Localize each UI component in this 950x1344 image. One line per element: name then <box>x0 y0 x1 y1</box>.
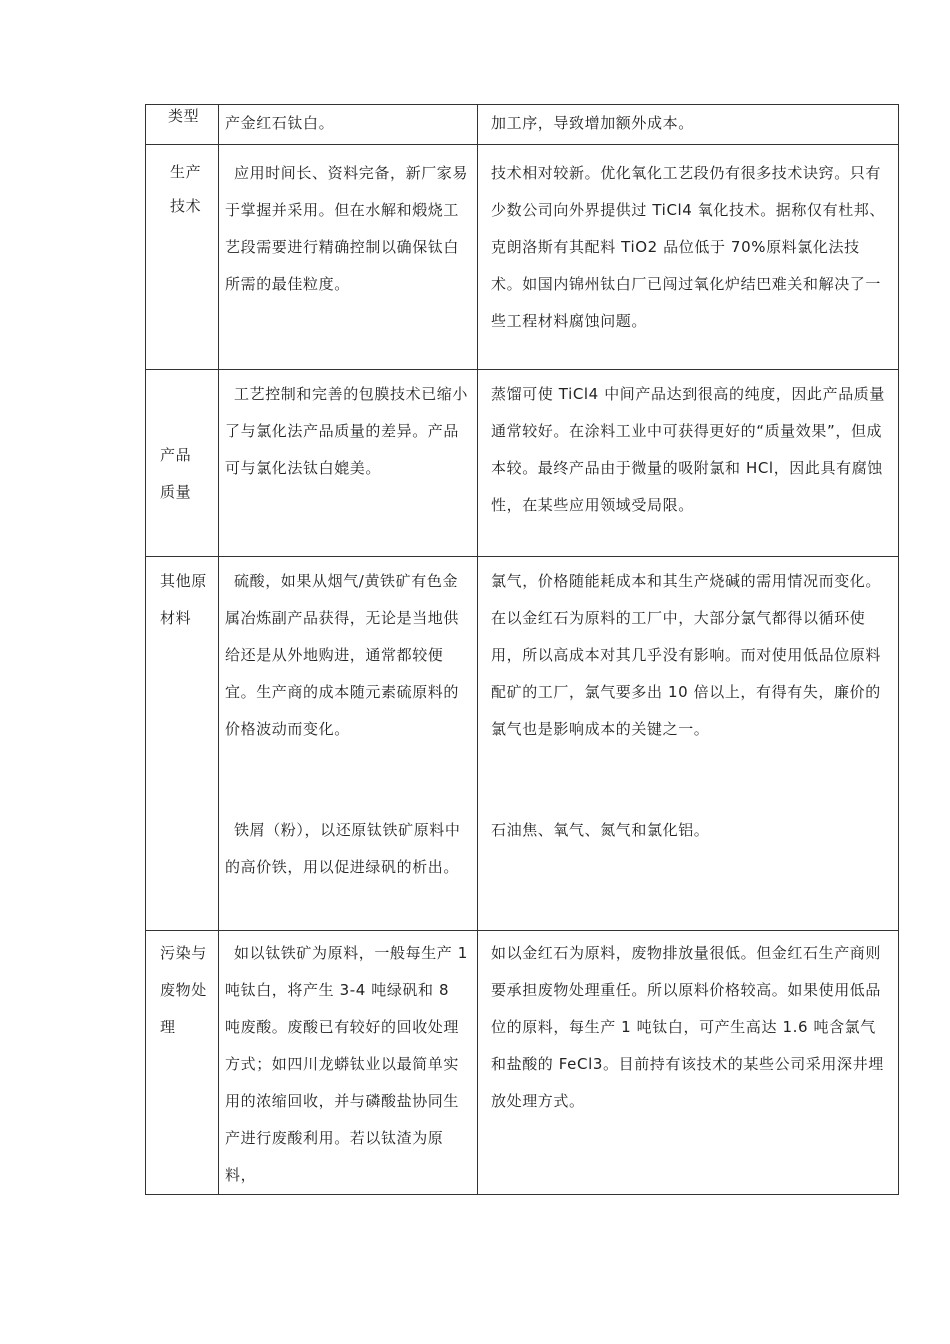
row-label: 生产技术 <box>170 163 202 215</box>
row-label-cell <box>146 557 219 931</box>
chloride-cell <box>478 370 899 557</box>
table-row <box>146 370 899 557</box>
sulfate-cell <box>219 370 478 557</box>
sulfate-text: 如以钛铁矿为原料，一般每生产 1 吨钛白，将产生 3-4 吨绿矾和 8 吨废酸。废酸已有较好的回收处理方式；如四川龙蟒钛业以最简单实用的浓缩回收，并与磷酸盐协同生产进行废酸利用。若以钛渣为原料， <box>225 944 468 1184</box>
chloride-cell <box>478 145 899 370</box>
chloride-text: 加工序，导致增加额外成本。 <box>491 114 694 132</box>
row-label: 污染与废物处理 <box>160 944 207 1036</box>
row-label: 其他原材料 <box>160 572 207 627</box>
sulfate-text: 工艺控制和完善的包膜技术已缩小了与氯化法产品质量的差异。产品可与氯化法钛白媲美。 <box>225 385 469 477</box>
chloride-text: 如以金红石为原料，废物排放量很低。但金红石生产商则要承担废物处理重任。所以原料价格较高。如果使用低品位的原料，每生产 1 吨钛白，可产生高达 1.6 吨含氯气和盐酸的 FeCl3。目前持有该技术的某些公司采用深井埋放处理方式。 <box>491 944 884 1110</box>
comparison-table <box>145 104 899 1195</box>
table-row <box>146 105 899 145</box>
chloride-cell <box>478 931 899 1195</box>
table-row <box>146 557 899 931</box>
sulfate-cell <box>219 105 478 145</box>
chloride-cell <box>478 105 899 145</box>
sulfate-cell <box>219 145 478 370</box>
sulfate-cell <box>219 557 478 931</box>
row-label: 产品质量 <box>160 446 192 501</box>
row-label-cell <box>146 145 219 370</box>
sulfate-text: 硫酸，如果从烟气/黄铁矿有色金属冶炼副产品获得，无论是当地供给还是从外地购进，通常都较便宜。生产商的成本随元素硫原料的价格波动而变化。 <box>225 572 460 738</box>
row-label-cell <box>146 105 219 145</box>
sulfate-text: 铁屑（粉），以还原钛铁矿原料中的高价铁，用以促进绿矾的析出。 <box>225 821 461 876</box>
row-label-cell <box>146 931 219 1195</box>
sulfate-text: 应用时间长、资料完备，新厂家易于掌握并采用。但在水解和煅烧工艺段需要进行精确控制以确保钛白所需的最佳粒度。 <box>225 164 469 293</box>
chloride-text: 蒸馏可使 TiCl4 中间产品达到很高的纯度，因此产品质量通常较好。在涂料工业中可获得更好的“质量效果”，但成本较。最终产品由于微量的吸附氯和 HCl，因此具有腐蚀性，在某些应用领域受局限。 <box>491 385 885 514</box>
chloride-text: 氯气，价格随能耗成本和其生产烧碱的需用情况而变化。在以金红石为原料的工厂中，大部分氯气都得以循环使用，所以高成本对其几乎没有影响。而对使用低品位原料配矿的工厂，氯气要多出 10 倍以上，有得有失，廉价的氯气也是影响成本的关键之一。 <box>491 572 882 738</box>
row-label: 类型 <box>168 107 200 125</box>
table-row <box>146 145 899 370</box>
sulfate-cell <box>219 931 478 1195</box>
table-row <box>146 931 899 1195</box>
chloride-cell <box>478 557 899 931</box>
chloride-text: 石油焦、氧气、氮气和氯化铝。 <box>491 821 710 839</box>
row-label-cell <box>146 370 219 557</box>
sulfate-text: 产金红石钛白。 <box>225 114 335 132</box>
chloride-text: 技术相对较新。优化氧化工艺段仍有很多技术诀窍。只有少数公司向外界提供过 TiCl4 氧化技术。据称仅有杜邦、克朗洛斯有其配料 TiO2 品位低于 70%原料氯化法技术。如国内锦州钛白厂已闯过氧化炉结巴难关和解决了一些工程材料腐蚀问题。 <box>491 164 885 330</box>
